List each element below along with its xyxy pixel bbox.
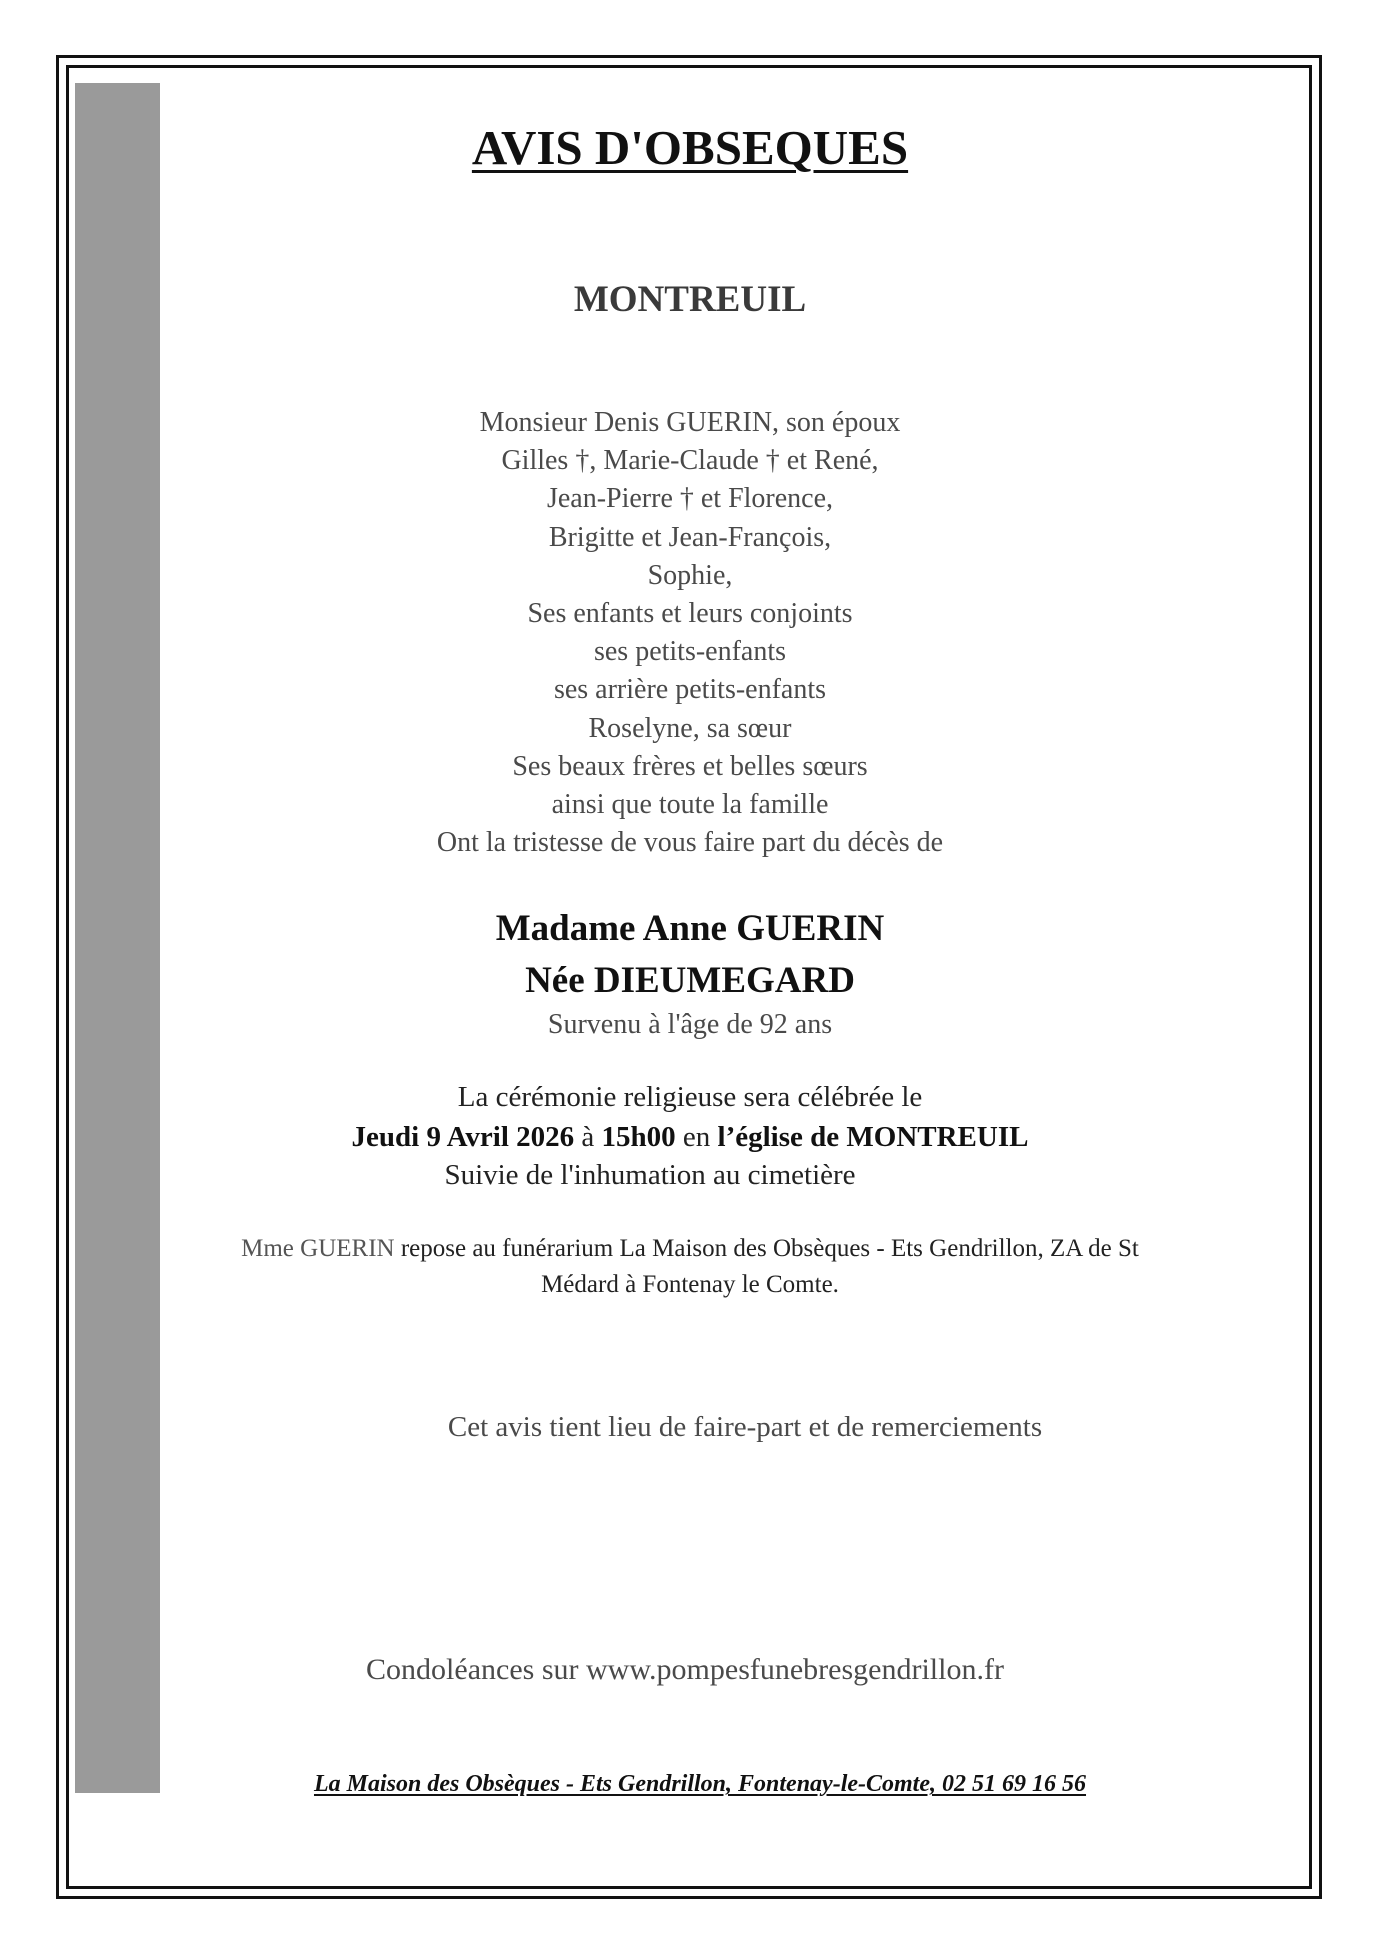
burial-text: Suivie de l'inhumation au cimetière — [444, 1159, 856, 1191]
family-list — [160, 404, 1220, 862]
notice-text: Cet avis tient lieu de faire-part et de remerciements — [447, 1411, 1043, 1443]
ceremony-place: l’église de MONTREUIL — [717, 1121, 1029, 1153]
family-line: Ont la tristesse de vous faire part du décès de — [436, 827, 944, 859]
ceremony-date: Jeudi 9 Avril 2026 — [351, 1121, 575, 1153]
funeral-home-footer — [200, 1768, 1200, 1800]
family-line: ses petits-enfants — [593, 636, 787, 668]
family-line: Brigitte et Jean-François, — [548, 521, 832, 553]
notice-title-text: AVIS D'OBSEQUES — [471, 120, 909, 175]
family-line: ses arrière petits-enfants — [553, 674, 827, 706]
funeral-home-footer-text: La Maison des Obsèques - Ets Gendrillon, Fontenay-le-Comte, 02 51 69 16 56 — [313, 1771, 1087, 1797]
ceremony-in-word: en — [682, 1121, 711, 1153]
deceased-name: Madame Anne GUERIN — [495, 908, 885, 949]
family-line: Roselyne, sa sœur — [588, 712, 792, 744]
funerarium-line-2: Médard à Fontenay le Comte. — [541, 1271, 839, 1298]
family-line: Monsieur Denis GUERIN, son époux — [479, 407, 901, 438]
family-line: Jean-Pierre † et Florence, — [546, 483, 834, 515]
family-line: Sophie, — [647, 559, 733, 591]
family-line: Gilles †, Marie-Claude † et René, — [501, 445, 879, 477]
family-line: ainsi que toute la famille — [551, 789, 829, 821]
decorative-side-bar — [75, 83, 160, 1793]
deceased-age: Survenu à l'âge de 92 ans — [547, 1009, 833, 1040]
funerarium-location: repose au funérarium La Maison des Obsèques - Ets Gendrillon, ZA de St — [400, 1235, 1139, 1262]
ceremony-at-word: à — [581, 1121, 595, 1153]
ceremony-details — [160, 1118, 1220, 1156]
family-line: Ses beaux frères et belles sœurs — [512, 750, 868, 782]
deceased-maiden-name: Née DIEUMEGARD — [525, 960, 855, 1001]
funerarium-line-1 — [160, 1232, 1220, 1266]
funerarium-who: Mme GUERIN — [241, 1235, 395, 1262]
ceremony-intro: La cérémonie religieuse sera célébrée le — [457, 1081, 923, 1113]
city-heading: MONTREUIL — [573, 279, 807, 320]
ceremony-time: 15h00 — [601, 1121, 676, 1153]
condolences-text: Condoléances sur www.pompesfunebresgendrillon.fr — [366, 1653, 1004, 1686]
notice-title — [160, 118, 1220, 178]
family-line: Ses enfants et leurs conjoints — [527, 598, 853, 630]
